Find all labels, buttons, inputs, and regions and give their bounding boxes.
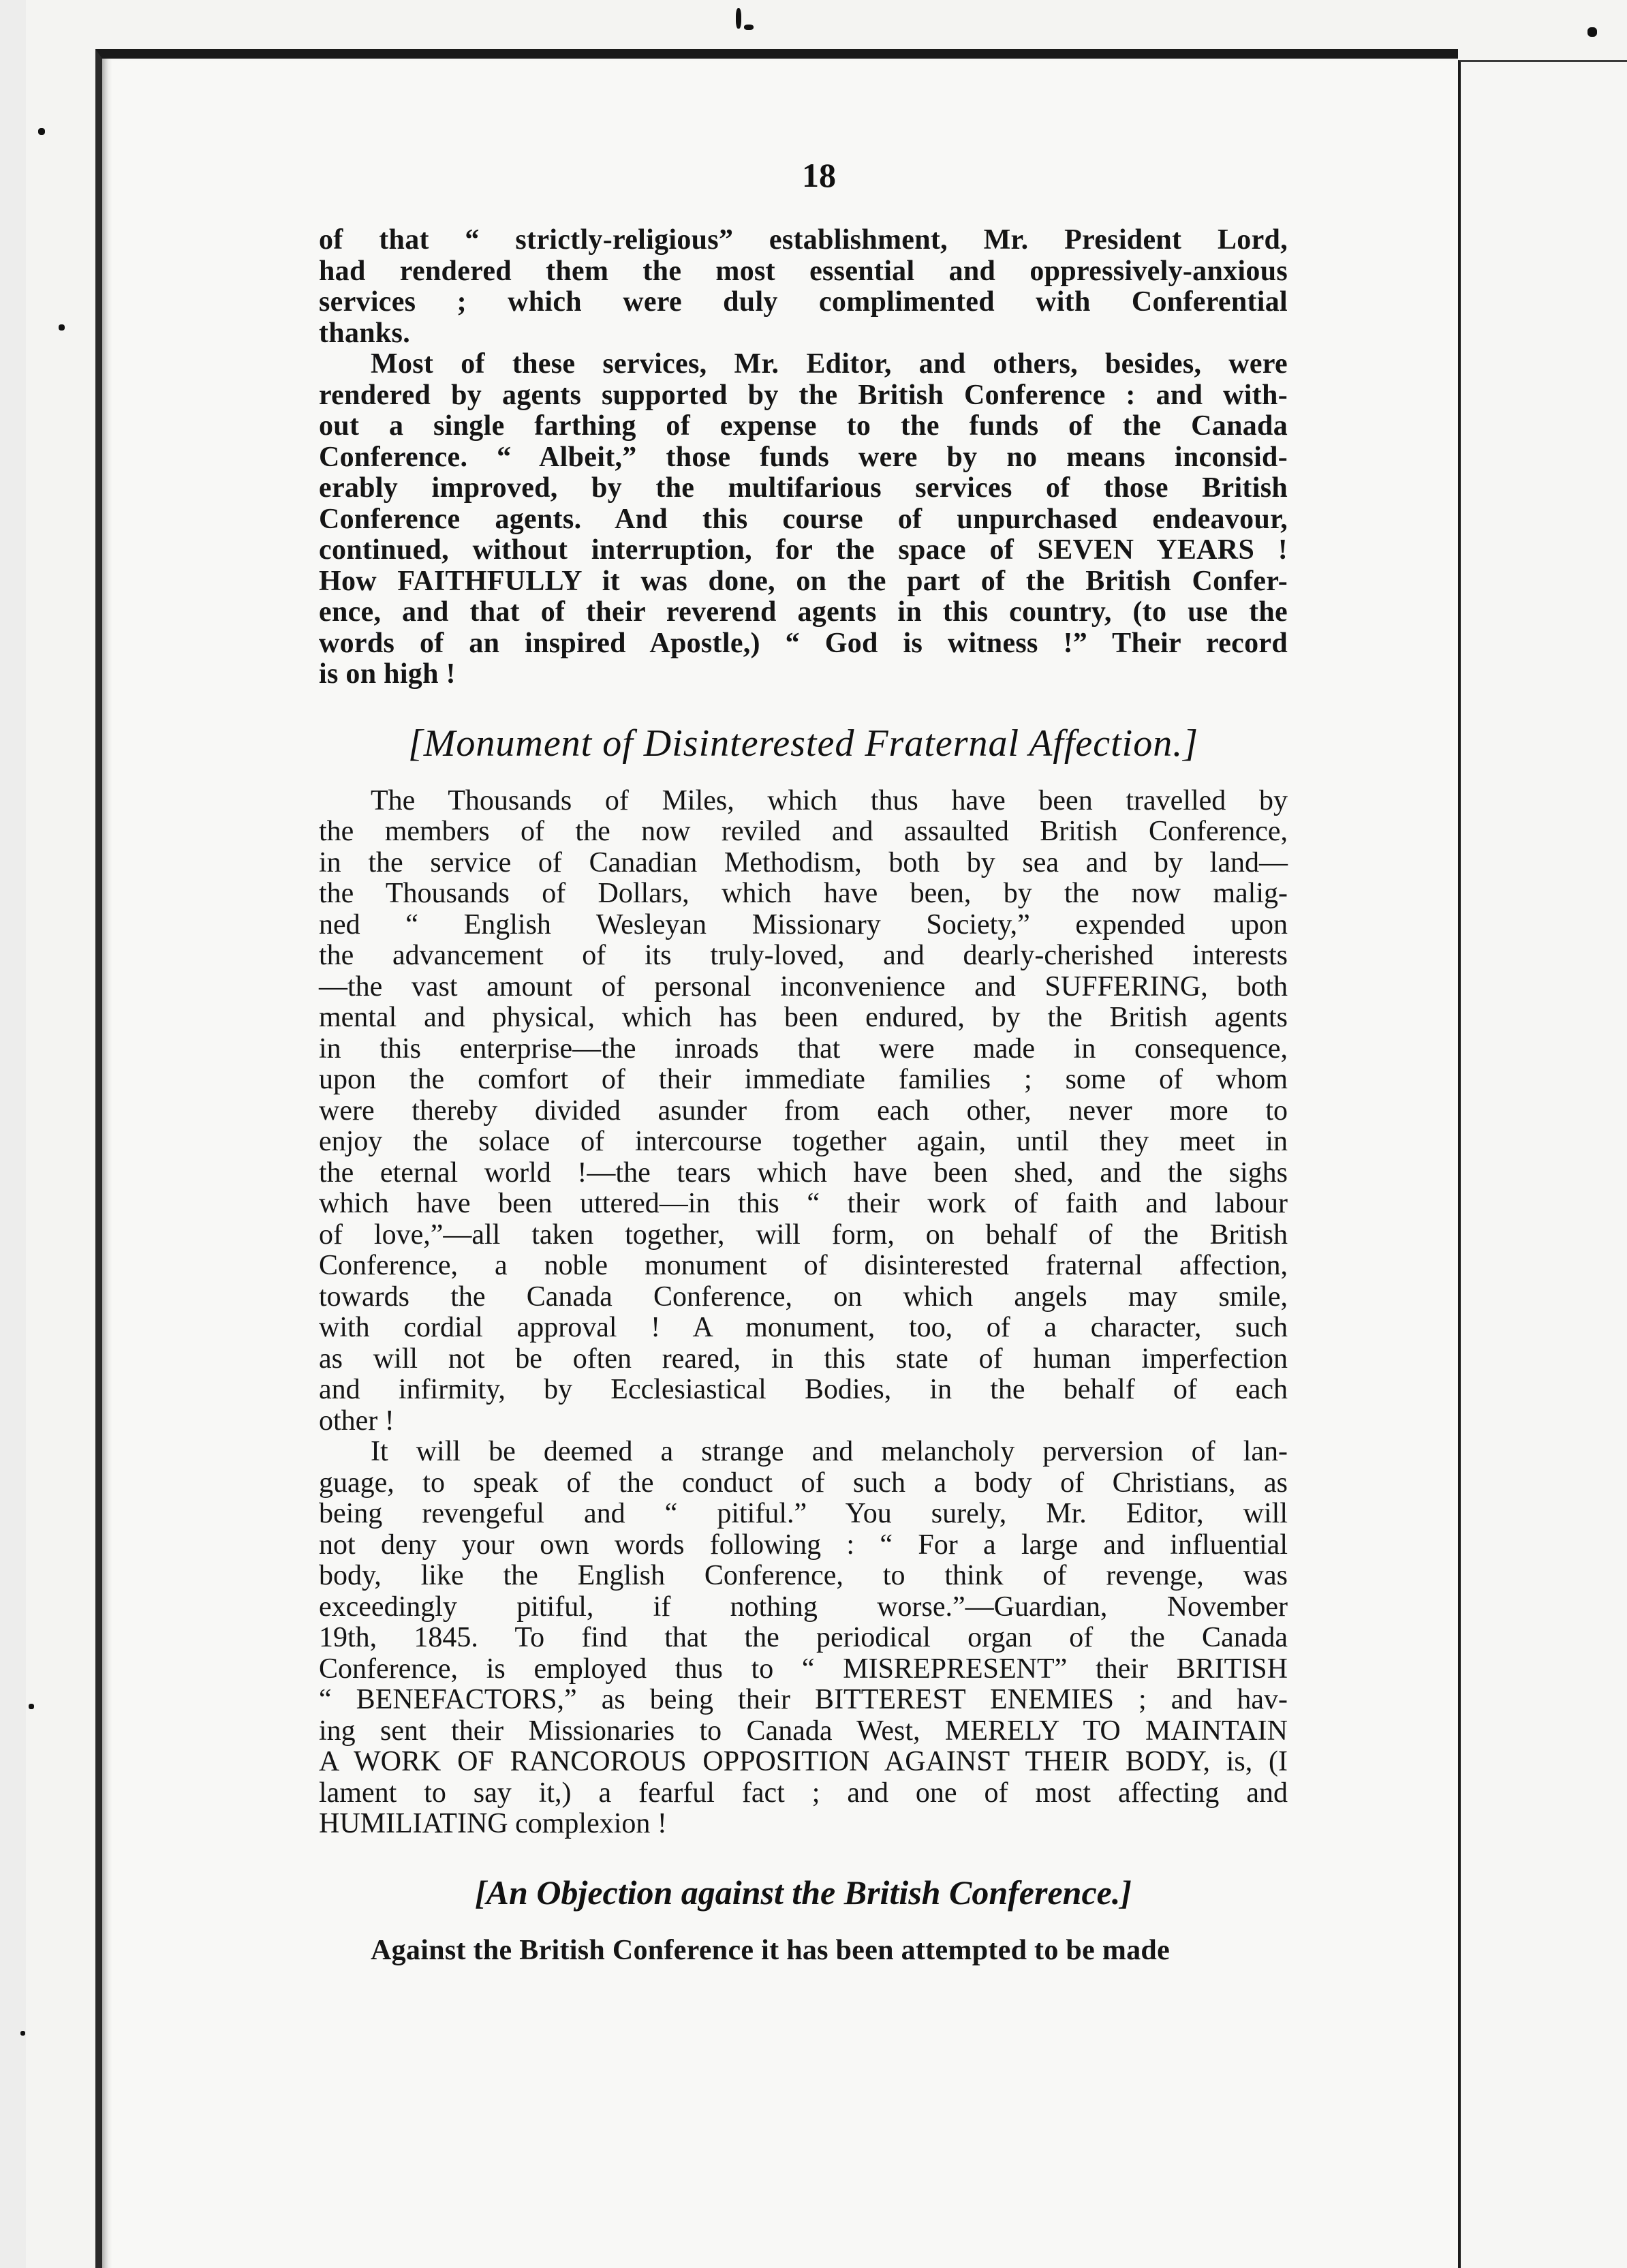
text-line: It will be deemed a strange and melancholy perversion of lan- bbox=[371, 1436, 1288, 1467]
text-line: and infirmity, by Ecclesiastical Bodies, in the behalf of each bbox=[319, 1374, 1288, 1405]
text-line: not deny your own words following : “ For a large and influential bbox=[319, 1529, 1288, 1561]
text-line: the eternal world !—the tears which have been shed, and the sighs bbox=[319, 1156, 1288, 1189]
text-line: HUMILIATING complexion ! bbox=[319, 1808, 667, 1839]
text-line: body, like the English Conference, to think of revenge, was bbox=[319, 1560, 1288, 1591]
text-line: with cordial approval ! A monument, too, of a character, such bbox=[319, 1312, 1288, 1343]
text-line: ned “ English Wesleyan Missionary Society,” expended upon bbox=[319, 908, 1288, 940]
text-line: exceedingly pitiful, if nothing worse.”—Guardian, November bbox=[319, 1591, 1288, 1623]
text-line: services ; which were duly complimented with Conferential bbox=[319, 286, 1288, 318]
text-line: were thereby divided asunder from each other, never more to bbox=[319, 1094, 1288, 1127]
text-line: Most of these services, Mr. Editor, and others, besides, were bbox=[371, 348, 1288, 380]
text-line: being revengeful and “ pitiful.” You surely, Mr. Editor, will bbox=[319, 1498, 1288, 1529]
text-line: the members of the now reviled and assaulted British Conference, bbox=[319, 816, 1288, 847]
text-line: “ BENEFACTORS,” as being their BITTEREST ENEMIES ; and hav- bbox=[319, 1684, 1288, 1715]
text-line: lament to say it,) a fearful fact ; and one of most affecting and bbox=[319, 1777, 1288, 1809]
text-line: ence, and that of their reverend agents in this country, (to use the bbox=[319, 596, 1288, 628]
paragraph-4 bbox=[319, 1437, 1288, 1840]
text-line: A WORK OF RANCOROUS OPPOSITION AGAINST THEIR BODY, is, (I bbox=[319, 1746, 1288, 1777]
page-text bbox=[319, 225, 1288, 1966]
text-line: had rendered them the most essential and oppressively-anxious bbox=[319, 255, 1288, 287]
text-line: words of an inspired Apostle,) “ God is witness !” Their record bbox=[319, 627, 1288, 659]
text-line: 19th, 1845. To find that the periodical organ of the Canada bbox=[319, 1622, 1288, 1653]
text-line: out a single farthing of expense to the funds of the Canada bbox=[319, 410, 1288, 442]
text-line: guage, to speak of the conduct of such a body of Christians, as bbox=[319, 1467, 1288, 1499]
text-line: upon the comfort of their immediate families ; some of whom bbox=[319, 1064, 1288, 1095]
right-page-edge bbox=[1458, 60, 1627, 2268]
section-heading-monument: [Monument of Disinterested Fraternal Affection.] bbox=[407, 722, 1199, 765]
text-line: Conference, a noble monument of disinterested fraternal affection, bbox=[319, 1250, 1288, 1281]
text-line: rendered by agents supported by the British Conference : and with- bbox=[319, 379, 1288, 411]
text-line: which have been uttered—in this “ their work of faith and labour bbox=[319, 1188, 1288, 1219]
text-line: mental and physical, which has been endured, by the British agents bbox=[319, 1002, 1288, 1033]
text-line: Conference agents. And this course of unpurchased endeavour, bbox=[319, 503, 1288, 535]
text-line: enjoy the solace of intercourse together again, until they meet in bbox=[319, 1126, 1288, 1157]
text-line: of that “ strictly-religious” establishment, Mr. President Lord, bbox=[319, 224, 1288, 256]
text-line: Conference, is employed thus to “ MISREPRESENT” their BRITISH bbox=[319, 1653, 1288, 1685]
text-line: The Thousands of Miles, which thus have been travelled by bbox=[371, 784, 1288, 816]
text-line: other ! bbox=[319, 1405, 394, 1437]
text-line: thanks. bbox=[319, 317, 411, 349]
text-line: continued, without interruption, for the space of SEVEN YEARS ! bbox=[319, 534, 1288, 566]
scan-margin-strip bbox=[0, 0, 26, 2268]
text-line: erably improved, by the multifarious services of those British bbox=[319, 472, 1288, 504]
page-number: 18 bbox=[802, 156, 836, 194]
paragraph-2 bbox=[319, 349, 1288, 690]
text-line: as will not be often reared, in this state of human imperfection bbox=[319, 1343, 1288, 1375]
text-line: Conference. “ Albeit,” those funds were by no means inconsid- bbox=[319, 441, 1288, 473]
text-line: the Thousands of Dollars, which have been, by the now malig- bbox=[319, 878, 1288, 909]
paragraph-3 bbox=[319, 786, 1288, 1437]
text-line: in the service of Canadian Methodism, both by sea and by land— bbox=[319, 846, 1288, 878]
text-line: in this enterprise—the inroads that were made in consequence, bbox=[319, 1032, 1288, 1064]
text-line: of love,”—all taken together, will form, on behalf of the British bbox=[319, 1219, 1288, 1251]
text-line: —the vast amount of personal inconvenience and SUFFERING, both bbox=[319, 970, 1288, 1002]
text-line: towards the Canada Conference, on which angels may smile, bbox=[319, 1281, 1288, 1313]
section-heading-objection: [An Objection against the British Conference.] bbox=[475, 1873, 1132, 1912]
text-line: is on high ! bbox=[319, 658, 456, 690]
paragraph-5 bbox=[319, 1935, 1288, 1967]
text-line: the advancement of its truly-loved, and dearly-cherished interests bbox=[319, 940, 1288, 971]
text-line: How FAITHFULLY it was done, on the part of the British Confer- bbox=[319, 565, 1288, 597]
paragraph-1 bbox=[319, 225, 1288, 349]
text-line: Against the British Conference it has been attempted to be made bbox=[371, 1934, 1171, 1966]
text-line: ing sent their Missionaries to Canada West, MERELY TO MAINTAIN bbox=[319, 1715, 1288, 1747]
